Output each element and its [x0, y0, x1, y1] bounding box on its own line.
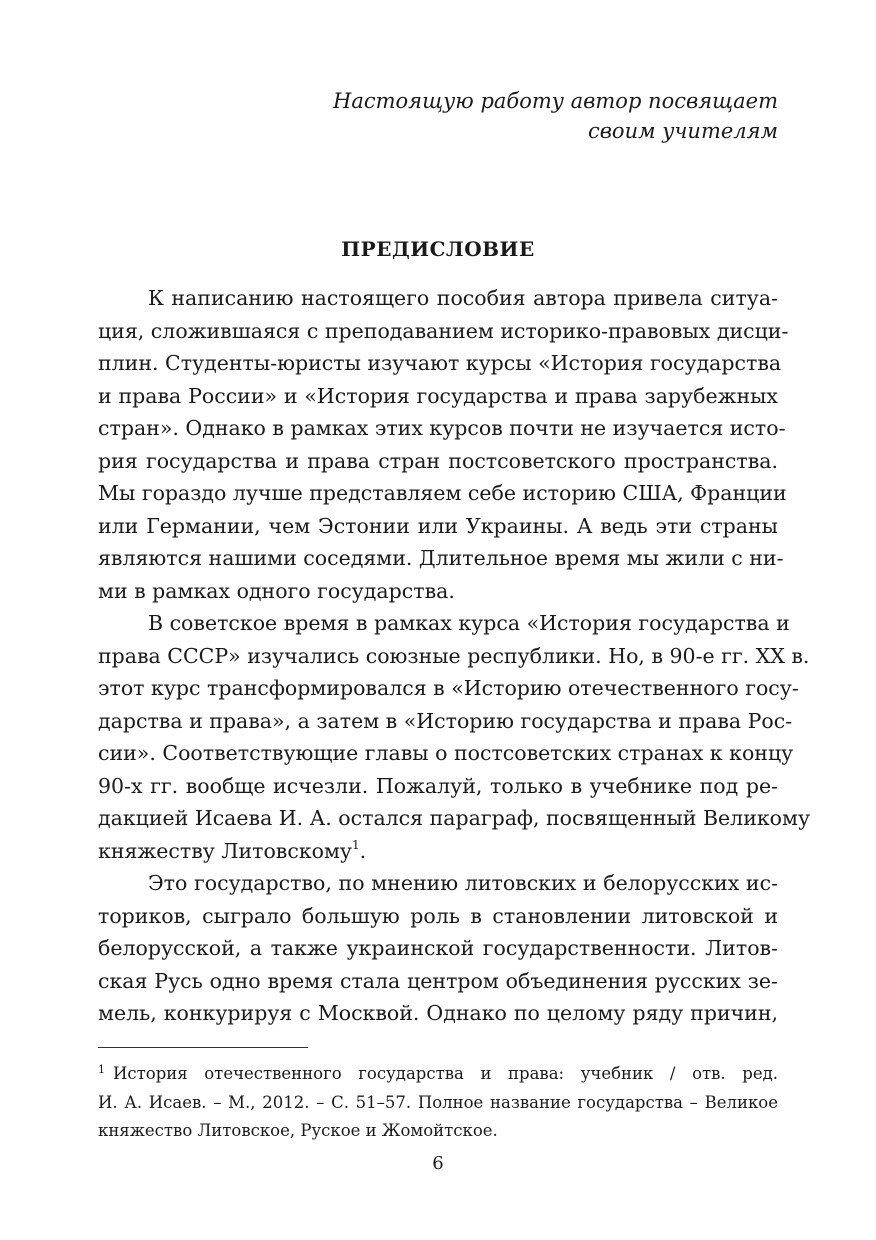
body-line: белорусской, а также украинской государственности. Литов- [98, 936, 778, 960]
footnote-line-1: История отечественного государства и права: учебник / отв. ред. [113, 1064, 778, 1083]
body-line: права СССР» изучались союзные республики. Но, в 90-е гг. XX в. [98, 643, 810, 668]
body-line: этот курс трансформировался в «Историю отечественного госу- [98, 676, 799, 700]
body-line: мель, конкурируя с Москвой. Однако по целому ряду причин, [98, 1001, 778, 1025]
footnote-line-2: И. А. Исаев. – М., 2012. – С. 51–57. Полное название государства – Великое [98, 1092, 778, 1112]
body-line: стран». Однако в рамках этих курсов почти не изучается исто- [98, 416, 786, 440]
body-line: и права России» и «История государства и права зарубежных [98, 383, 778, 408]
body-line-text: княжеству Литовскому [98, 838, 352, 863]
body-line-end: . [359, 838, 367, 863]
page-number: 6 [432, 1153, 444, 1174]
body-line: 90-х гг. вообще исчезли. Пожалуй, только в учебнике под ре- [98, 773, 778, 798]
body-line: К написанию настоящего пособия автора привела ситуа- [148, 286, 778, 310]
footnote-marker: 1 [98, 1063, 105, 1076]
body-line: В советское время в рамках курса «История государства и [148, 611, 790, 635]
body-line: ми в рамках одного государства. [98, 578, 455, 603]
body-line: ция, сложившаяся с преподаванием историко-правовых дисци- [98, 318, 789, 343]
dedication-line-2: своим учителям [587, 119, 778, 143]
footnote [98, 1060, 778, 1146]
body-line: плин. Студенты-юристы изучают курсы «История государства [98, 351, 782, 375]
body-line: Это государство, по мнению литовских и белорусских ис- [148, 871, 778, 895]
footnote-divider [98, 1047, 308, 1048]
footnote-reference[interactable]: 1 [351, 837, 360, 852]
body-line: ториков, сыграло большую роль в становлении литовской и [98, 903, 778, 928]
body-line: сии». Соответствующие главы о постсоветских странах к концу [98, 741, 794, 765]
body-line: дарства и права», а затем в «Историю государства и права Рос- [98, 708, 793, 733]
preface-heading: ПРЕДИСЛОВИЕ [341, 237, 535, 261]
footnote-line [98, 1060, 778, 1089]
body-line: или Германии, чем Эстонии или Украины. А ведь эти страны [98, 513, 778, 538]
body-line-with-footnote [98, 835, 778, 868]
body-line: рия государства и права стран постсоветского пространства. [98, 448, 778, 473]
body-line: ская Русь одно время стала центром объединения русских зе- [98, 968, 778, 993]
footnote-line-3: княжество Литовское, Руское и Жомойтское. [98, 1121, 498, 1140]
body-line: Мы гораздо лучше представляем себе историю США, Франции [98, 481, 787, 505]
dedication-line-1: Настоящую работу автор посвящает [333, 89, 778, 113]
preface-body [98, 282, 811, 1030]
body-line: дакцией Исаева И. А. остался параграф, посвященный Великому [98, 806, 811, 830]
dedication [258, 86, 778, 146]
body-line: являются нашими соседями. Длительное время мы жили с ни- [98, 546, 784, 570]
